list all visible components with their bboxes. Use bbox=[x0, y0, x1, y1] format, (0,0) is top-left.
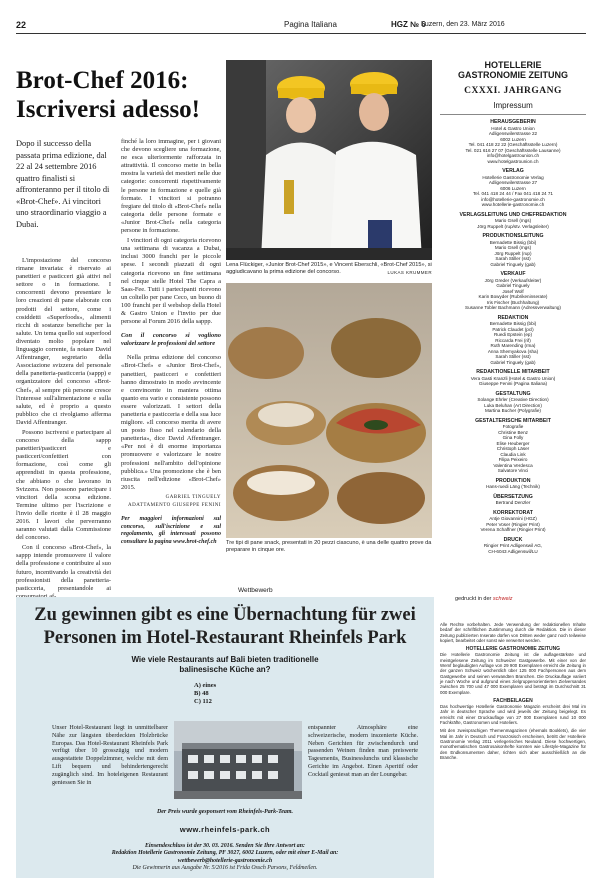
impressum-section-heading: GESTALTUNG bbox=[495, 390, 531, 397]
impressum-fine-print bbox=[440, 622, 586, 884]
contest-sponsor: Der Preis wurde gesponsert vom Rheinfels-Park-Team. bbox=[156, 809, 294, 815]
impressum-section bbox=[440, 169, 586, 208]
impressum-section-heading: HERAUSGEBERIN bbox=[490, 119, 536, 125]
impressum-line: Luka Beluhan (Art Direction) bbox=[484, 402, 542, 408]
impressum-section bbox=[440, 272, 586, 311]
impressum-line: Ruedi Epstein (ep) bbox=[493, 332, 533, 337]
contest-title-line-2: Personen im Hotel-Restaurant Rheinfels Park bbox=[43, 628, 407, 648]
impressum-line: Gabriel Tinguely (gab) bbox=[490, 359, 536, 365]
impressum-line: Vera Gasti Kranzli (Hotel & Gastro Union) bbox=[470, 375, 556, 381]
impressum-label: Impressum bbox=[440, 101, 586, 115]
impressum-line: Iris Fischer (Buchhaltung) bbox=[486, 299, 540, 305]
impressum-line: Peter Voser (Ringier Print) bbox=[486, 521, 540, 527]
impressum-title-2: GASTRONOMIE ZEITUNG bbox=[458, 70, 568, 80]
address-text: Redaktion Hotellerie Gastronomie Zeitung, PF 3027, 6002 Luzern, oder mit einer E-Mail an: bbox=[111, 850, 339, 857]
impressum-line: Anna Shemyakova (sha) bbox=[487, 348, 539, 354]
impressum-section-heading: GESTALTERISCHE MITARBEIT bbox=[475, 417, 551, 424]
deadline-text: Einsendeschluss ist der 30. 03. 2016. Senden Sie Ihre Antwort an: bbox=[144, 843, 305, 849]
section-name: Pagina Italiana bbox=[284, 20, 337, 29]
impressum-line: Valentina Verdesca bbox=[493, 462, 533, 468]
impressum-title-1: HOTELLERIE bbox=[484, 60, 542, 70]
article-column-1 bbox=[16, 257, 111, 592]
impressum-section bbox=[440, 419, 586, 474]
impressum-line: Hotel & Gastro Union bbox=[491, 125, 535, 131]
paragraph: Nella prima edizione del concorso «Brot-Chef» e «Junior Brot-Chef», panettieri, pasticceri e confettieri hanno dimostrato in modo avvincente e convincente in maniera ottima quanto era vario e consistente possono essere valorizzati. I settori della panetteria e pasticceria e della sua luce migliore. «Il concorso merita di avere un posto fisso nel calendario della panetteria», dice David Affentranger. «Per noi è di enorme importanza promuovere e valorizzare le nostre professioni nell'ambito dell'opinione pubblica.» Una promozione che è ben riuscita nell'edizione «Brot-Chef» 2015. bbox=[121, 354, 221, 491]
printed-in-label: gedruckt in der bbox=[455, 596, 492, 602]
impressum-line: Adligenswilerstrasse 27 bbox=[488, 180, 538, 185]
impressum-section-heading: REDAKTION bbox=[497, 314, 529, 321]
printed-in-switzerland bbox=[455, 596, 512, 602]
impressum-section bbox=[440, 316, 586, 366]
impressum-section-heading: VERLAG bbox=[502, 168, 524, 174]
impressum-line: Elise Heuberger bbox=[496, 440, 530, 446]
impressum-section-heading: PRODUKTION bbox=[495, 477, 531, 484]
impressum-line: Filipa Peixeiro bbox=[498, 457, 528, 462]
snack-bread-photo bbox=[226, 283, 432, 538]
impressum-section-heading: KORREKTORAT bbox=[493, 509, 533, 516]
impressum-line: www.hotelgastrounion.ch bbox=[487, 158, 539, 164]
option-c: C) 112 bbox=[194, 698, 212, 705]
magazines-description: Mit den zweisprachigen Themenmagazinen (ehemals Booklets), die vier Mal im Jahr in Deutsch und Französisch erscheinen, betritt der Hotellerie Gastronomie Verlag 2011 verlegerisches Neuland. Diese hochwertigen, monothematischen Gastrosaisonhefte konnten wie Lifestyle-Magazine für den Endkonsumenten daher, richten sich aber ausschließlich an die Branche. bbox=[440, 728, 586, 760]
question-line-2: balinesische Küche an? bbox=[179, 665, 271, 674]
impressum-line: Tel. 021 616 27 07 (Geschäftsstelle Lausanne) bbox=[465, 147, 561, 153]
impressum-line: Jörg Ruppelt (rup/stv. Verlagsleiter) bbox=[477, 223, 549, 229]
impressum-line: Karin Bowyder (Rubrikeninserate) bbox=[478, 294, 548, 299]
impressum-section bbox=[440, 479, 586, 490]
impressum-line: www.hotellerie-gastronomie.ch bbox=[481, 202, 545, 207]
impressum-line: Mario Gsell (mgs) bbox=[494, 245, 532, 250]
photo-credit: LUKAS KRUMMER bbox=[387, 270, 432, 275]
impressum-line: Adligenswilerstrasse 22 bbox=[488, 131, 538, 136]
option-b: B) 48 bbox=[194, 690, 209, 697]
article-lead: Dopo il successo della passata prima edizione, dal 22 al 24 settembre 2016 quattro finalisti si affronteranno per il titolo di «Brot-Chef». Ai vincitori uno straordinario viaggio a Dubai. bbox=[16, 139, 110, 229]
fine-heading: FACHBEILAGEN bbox=[493, 697, 533, 704]
impressum-jahrgang: CXXXI. JAHRGANG bbox=[464, 86, 562, 96]
contest-tag: Wettbewerb bbox=[238, 587, 273, 594]
impressum-line: 6002 Luzern bbox=[500, 136, 526, 142]
pull-quote: Con il concorso si vogliono valorizzare le professioni del settore bbox=[121, 332, 221, 348]
previous-winner-text: Die Gewinnerin aus Ausgabe Nr. 5/2016 ist Frida Ossch Parsons, Feldmeilen. bbox=[132, 864, 318, 871]
impressum-section bbox=[440, 392, 586, 414]
page-number: 22 bbox=[16, 20, 27, 30]
impressum-section bbox=[440, 495, 586, 506]
paragraph: Con il concorso «Brot-Chef», la sappp intende promuovere il valore della professione e contribuire al suo futuro, incentivando la creatività dei professionisti della panetteria-pasticceria, presentandole ai bbox=[16, 544, 111, 592]
contest-submission-info bbox=[36, 843, 414, 872]
contest-question bbox=[16, 655, 434, 675]
hotel-photo bbox=[174, 721, 302, 799]
snack-bread-caption: Tre tipi di pane snack, presentati in 20 pezzi ciascuno, è una delle quattro prove da preparare in cinque ore. bbox=[226, 540, 432, 553]
impressum-section-heading: ÜBERSETZUNG bbox=[493, 493, 533, 500]
impressum-line: Hotellerie Gastronomie Verlag bbox=[482, 174, 544, 180]
impressum-section-heading: VERLAGSLEITUNG UND CHEFREDAKTION bbox=[459, 211, 567, 218]
impressum-line: Gina Folly bbox=[502, 435, 524, 440]
impressum-section bbox=[440, 213, 586, 230]
rights-notice: Alle Rechte vorbehalten. Jede Verwendung der redaktionellen Inhalte bedarf der schriftlichen Zustimmung durch die Redaktion. Die in dieser Zeitung publizierten Inserate dürfen von Dritten weder ganz noch teilweise kopiert, bearbeitet oder sonst wie verwertet werden. bbox=[440, 622, 586, 643]
impressum-line: Christoph Läser bbox=[496, 446, 530, 451]
impressum bbox=[440, 60, 586, 554]
supplements-description: Das hochwertige Hotellerie Gastronomie Magazin erscheint drei Mal im Jahr in deutscher Sprache und wird jeweils der Zeitung beigelegt. Es erreicht mit einer Druckauflage von 27 000 Exemplaren rund 10 000 Fachkräfte, Gastronomen und Hoteliers. bbox=[440, 704, 586, 726]
impressum-line: Martina Bucher (Polygrafie) bbox=[485, 408, 541, 413]
impressum-section-heading: REDAKTIONELLE MITARBEIT bbox=[476, 369, 550, 375]
impressum-line: Gabriel Tinguely bbox=[496, 283, 530, 288]
printed-country: schweiz bbox=[492, 596, 513, 602]
impressum-line: info@hotelgastrounion.ch bbox=[486, 153, 540, 158]
impressum-line: Jörg Greder (Verkaufsleiter) bbox=[484, 277, 542, 283]
fine-heading: HOTELLERIE GASTRONOMIE ZEITUNG bbox=[465, 646, 561, 653]
impressum-line: Ruth Marending (rma) bbox=[490, 343, 536, 348]
translator-signature: ADATTAMENTO GIUSEPPE FENINI bbox=[127, 503, 221, 509]
winners-photo bbox=[226, 60, 432, 260]
impressum-section bbox=[440, 120, 586, 164]
impressum-line: 6006 Luzern bbox=[500, 185, 526, 191]
page-header bbox=[16, 20, 586, 34]
paper-issue: HGZ № 6 bbox=[391, 20, 426, 29]
impressum-sections bbox=[440, 120, 586, 554]
impressum-line: Bernadette Bissig (bbi) bbox=[489, 321, 537, 326]
impressum-line: Salvatore Vinci bbox=[497, 468, 529, 473]
info-note: Per maggiori informazioni sul concorso, sull'iscrizione e sul regolamento, gli interessati possono consultare la pagina www.brot-chef.ch bbox=[121, 516, 221, 545]
contest-box bbox=[16, 597, 434, 878]
impressum-line: Fotografie bbox=[502, 424, 524, 429]
article-headline bbox=[16, 66, 222, 124]
impressum-line: Jörg Ruppelt (rup) bbox=[494, 250, 532, 256]
impressum-section-heading: VERKAUF bbox=[500, 271, 526, 277]
impressum-line: CH-6043 Adligenswil/LU bbox=[488, 548, 538, 554]
hotel-url-link[interactable]: www.rheinfels-park.ch bbox=[179, 825, 271, 834]
winners-photo-caption bbox=[226, 262, 432, 276]
impressum-line: Bernadette Bissig (bbi) bbox=[489, 239, 537, 245]
contest-text-right: entspannter Atmosphäre eine schweizerische, modern inszenierte Küche. Neben Gerichten für zwischendurch und passenden Weinen finden man preiswerte Tagesmenüs, Businesslunchs und klassische Gerichte im Angebot. Einen Aperitif oder Cocktail geniesst man an der Loungebar. bbox=[308, 725, 418, 778]
impressum-line: Tel. 041 418 24 44 / Fax 041 418 24 71 bbox=[473, 191, 553, 196]
impressum-line: Ringier Print Adligenswil AG, bbox=[483, 543, 543, 548]
impressum-line: Bertrand Denzler bbox=[495, 500, 531, 505]
paper-description: Die Hotellerie Gastronomie Zeitung ist die auflagestärkste und meistgelesene Zeitung im Schweizer Gastgewerbe. Mit einer von der Wemf beglaubigten Auflage von 29 900 Exemplaren erreicht die Zeitung in der ganzen Schweiz wöchentlich über 125 000 Fachpersonen aus dem Gastgewerbe und seinen verwandten Branchen. Die Druckauflage variiert je nach Woche und aufgrund eines zielgruppenorientierten Zielversandes zwischen 25 700 und 47 000 Exemplaren und beträgt im Durchschnitt 31 000 Exemplare. bbox=[440, 652, 586, 695]
impressum-line: Solange Ehrler (Creative Direction) bbox=[477, 397, 549, 402]
impressum-line: Christine Benz bbox=[498, 429, 528, 435]
impressum-line: Tel. 041 418 22 22 (Geschäftsstelle Luzern) bbox=[468, 142, 558, 147]
impressum-line: Claudia Link bbox=[500, 451, 526, 457]
impressum-section bbox=[440, 234, 586, 267]
issue-date: Luzern, den 23. März 2016 bbox=[421, 21, 505, 28]
impressum-line: Riccarda Frei (rif) bbox=[495, 337, 531, 343]
impressum-section bbox=[440, 511, 586, 533]
impressum-section-heading: PRODUKTIONSLEITUNG bbox=[482, 233, 544, 239]
paragraph: finché la loro immagine, per i giovani che devono scegliere una formazione, ne esca ulteriormente rafforzata in attrattività. Il concorso mette in bella mostra la varietà dei mestieri nelle due categorie: concorrenti rispettivamente le persone in formazione e quelle già formate. I vincitori si potranno fregiare del titolo di «Brot-Chef» nella categoria delle persone formate e «Junior Brot-Chef» nella categoria persone in formazione. bbox=[121, 138, 221, 235]
impressum-line: Patrick Claudet (pcl) bbox=[492, 326, 534, 332]
impressum-line: Josef Wolf bbox=[502, 288, 524, 294]
impressum-section bbox=[440, 538, 586, 555]
paragraph: I vincitori di ogni categoria ricevono una settimana di vacanza a Dubai, inclusi 3000 franchi per le piccole spese. I secondi piazzati di ogni categoria ricevono un fine settimana nel cinque stelle Hotel The Capra a Saas-Fee. Tutti i partecipanti ricevono un coltello per pane Ceco, un buono di 100 franchi per il webshop della Hotel & Gastro Union e l'invito per due persone al Forum 2016 della sappp. bbox=[121, 237, 221, 326]
impressum-section bbox=[440, 370, 586, 387]
author-signature: GABRIEL TINGUELY bbox=[165, 494, 221, 500]
impressum-line: Mario Gsell (mgs) bbox=[494, 218, 532, 223]
impressum-line: Hans-ruedi Läng (Technik) bbox=[486, 484, 540, 489]
impressum-line: Susanne Tobler Bachmann (Adressverwaltung) bbox=[465, 305, 561, 310]
headline-line-1: Brot-Chef 2016: bbox=[16, 67, 189, 94]
question-line-1: Wie viele Restaurants auf Bali bieten traditionelle bbox=[131, 655, 319, 664]
contest-options bbox=[194, 682, 216, 706]
impressum-line: info@hotellerie-gastronomie.ch bbox=[481, 196, 545, 202]
contest-email-link[interactable]: wettbewerb@hotellerie-gastronomie.ch bbox=[177, 857, 273, 864]
impressum-line: Gabriel Tinguely (gab) bbox=[490, 261, 536, 267]
impressum-line: Sarah Stiller (sst) bbox=[495, 256, 531, 261]
caption-text: Lena Flückiger, «Junior Brot-Chef 2015», e Vincent Eberschli, «Brot-Chef 2015», si aggiudicavano la prima edizione del concorso. bbox=[226, 262, 432, 275]
impressum-line: Verena Schaffner (Ringier Print) bbox=[480, 527, 546, 532]
contest-title-line-1: Zu gewinnen gibt es eine Übernachtung für zwei bbox=[34, 605, 416, 625]
impressum-line: Antje Giovannini (HGZ) bbox=[489, 516, 537, 521]
paragraph: Possono iscriversi e partecipare al concorso della sappp panettieri/pasticceri e pasticceri/confettieri con formazione, così come gli apprendisti in questa professione, che abbiano o che lavorano in Svizzera. Non possono partecipare i vincitori della scorsa edizione. Termine ultimo per l'iscrizione e l'invio delle ricette è il 28 maggio 2016. I lavori che perverranno saranno valutati dalla Commissione del concorso. bbox=[16, 428, 111, 542]
article-column-2 bbox=[121, 138, 221, 578]
contest-title bbox=[16, 604, 434, 650]
impressum-line: Giuseppe Fenini (Pagina Italiana) bbox=[478, 381, 548, 386]
paragraph: L'impostazione del concorso rimane invariata: è riservato ai panettieri e pasticceri già attivi nel settore o in formazione. I concorrenti devono presentare le loro creazioni di pane elaborate con prodotti del settore, come i cosiddetti «Superfoods», alimenti ricchi di sostanze benefiche per la salute. Un tema quello sui superfood diventato molto popolare nel linguaggio corrente, fa notare David Affentranger, segretario della Associazione svizzera del personale della panetteria-pasticceria (sappp) e organizzatore del concorso «Brot-Chef», al sempre più persone cresce l'interesse sull'alimentazione e sulla salute, ed è proprio a questo pubblico che ci rivolgiamo afferma David Affentranger. bbox=[16, 257, 111, 426]
impressum-line: Sarah Stiller (sst) bbox=[495, 354, 531, 359]
headline-line-2: Iscriversi adesso! bbox=[16, 96, 200, 123]
contest-text-left: Unser Hotel-Restaurant liegt in unmittelbarer Nähe zur längsten überdeckten Holzbrücke Europas. Das Hotel-Restaurant Rheinfels Park verfügt über 10 grosszügig und modern ausgestattete Doppelzimmer, welche mit dem Lift bequem und behindertengerecht zugänglich sind. Im hoteleigenen Restaurant geniessen Sie in bbox=[52, 725, 168, 786]
impressum-section-heading: DRUCK bbox=[503, 536, 523, 543]
option-a: A) eines bbox=[194, 682, 217, 689]
